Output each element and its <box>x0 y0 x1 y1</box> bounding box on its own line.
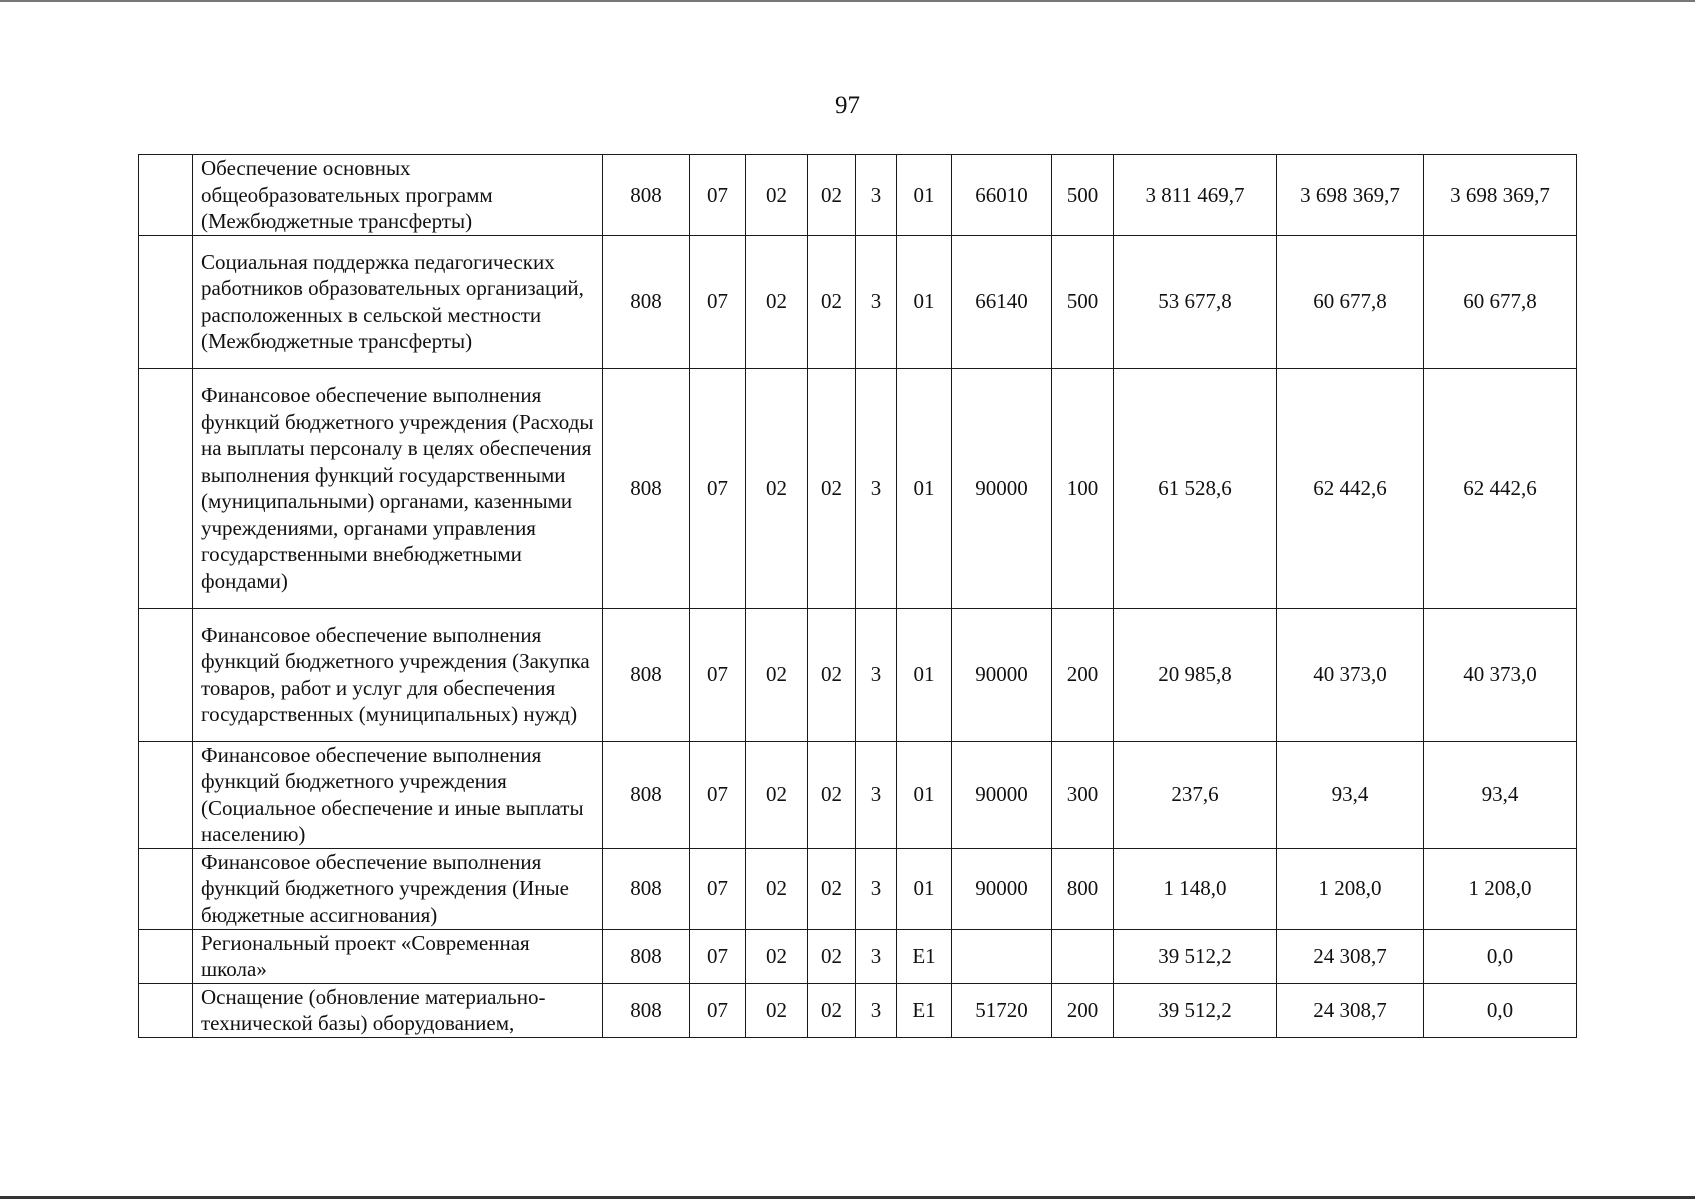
subprogram-code: 3 <box>856 983 897 1037</box>
subprogram-code: 3 <box>856 608 897 741</box>
row-name: Финансовое обеспечение выполнения функций бюджетного учреждения (Иные бюджетные ассигнования) <box>193 848 603 929</box>
section-code: 07 <box>690 155 746 236</box>
direction-code: 66140 <box>952 235 1052 368</box>
event-code: E1 <box>897 929 952 983</box>
row-name: Обеспечение основных общеобразовательных программ (Межбюджетные трансферты) <box>193 155 603 236</box>
subprogram-code: 3 <box>856 235 897 368</box>
direction-code: 90000 <box>952 741 1052 848</box>
program-code: 02 <box>808 741 856 848</box>
table-row <box>139 235 1577 368</box>
row-name: Оснащение (обновление материально-технической базы) оборудованием, <box>193 983 603 1037</box>
amount-3: 0,0 <box>1424 983 1577 1037</box>
subsection-code: 02 <box>746 368 808 608</box>
row-index-cell <box>139 155 193 236</box>
expense-type-code <box>1052 929 1114 983</box>
section-code: 07 <box>690 983 746 1037</box>
direction-code: 51720 <box>952 983 1052 1037</box>
event-code: 01 <box>897 235 952 368</box>
section-code: 07 <box>690 235 746 368</box>
amount-2: 60 677,8 <box>1277 235 1424 368</box>
expense-type-code: 300 <box>1052 741 1114 848</box>
ministry-code: 808 <box>603 368 690 608</box>
program-code: 02 <box>808 235 856 368</box>
ministry-code: 808 <box>603 929 690 983</box>
amount-3: 62 442,6 <box>1424 368 1577 608</box>
program-code: 02 <box>808 848 856 929</box>
event-code: 01 <box>897 155 952 236</box>
subsection-code: 02 <box>746 608 808 741</box>
event-code: 01 <box>897 848 952 929</box>
top-rule <box>0 0 1695 2</box>
program-code: 02 <box>808 608 856 741</box>
table-row <box>139 155 1577 236</box>
amount-1: 3 811 469,7 <box>1114 155 1277 236</box>
amount-3: 60 677,8 <box>1424 235 1577 368</box>
row-name: Финансовое обеспечение выполнения функций бюджетного учреждения (Расходы на выплаты персоналу в целях обеспечения выполнения функций государственными (муниципальными) органами, казенными учреждениями, органами управления государственными внебюджетными фондами) <box>193 368 603 608</box>
row-index-cell <box>139 368 193 608</box>
subprogram-code: 3 <box>856 155 897 236</box>
subsection-code: 02 <box>746 929 808 983</box>
amount-1: 20 985,8 <box>1114 608 1277 741</box>
row-name: Финансовое обеспечение выполнения функций бюджетного учреждения (Закупка товаров, работ и услуг для обеспечения государственных (муниципальных) нужд) <box>193 608 603 741</box>
row-index-cell <box>139 983 193 1037</box>
expense-type-code: 100 <box>1052 368 1114 608</box>
amount-2: 1 208,0 <box>1277 848 1424 929</box>
row-index-cell <box>139 848 193 929</box>
direction-code <box>952 929 1052 983</box>
section-code: 07 <box>690 929 746 983</box>
ministry-code: 808 <box>603 608 690 741</box>
row-index-cell <box>139 929 193 983</box>
program-code: 02 <box>808 155 856 236</box>
expense-type-code: 200 <box>1052 983 1114 1037</box>
row-name: Социальная поддержка педагогических работников образовательных организаций, расположенных в сельской местности (Межбюджетные трансферты) <box>193 235 603 368</box>
row-index-cell <box>139 608 193 741</box>
row-name: Финансовое обеспечение выполнения функций бюджетного учреждения (Социальное обеспечение и иные выплаты населению) <box>193 741 603 848</box>
amount-3: 40 373,0 <box>1424 608 1577 741</box>
amount-3: 0,0 <box>1424 929 1577 983</box>
direction-code: 66010 <box>952 155 1052 236</box>
ministry-code: 808 <box>603 235 690 368</box>
subprogram-code: 3 <box>856 368 897 608</box>
table-row <box>139 848 1577 929</box>
subprogram-code: 3 <box>856 929 897 983</box>
expense-type-code: 500 <box>1052 235 1114 368</box>
subsection-code: 02 <box>746 235 808 368</box>
subsection-code: 02 <box>746 155 808 236</box>
event-code: 01 <box>897 741 952 848</box>
row-index-cell <box>139 235 193 368</box>
subsection-code: 02 <box>746 848 808 929</box>
page-number: 97 <box>835 92 860 119</box>
subprogram-code: 3 <box>856 848 897 929</box>
amount-2: 24 308,7 <box>1277 929 1424 983</box>
amount-3: 93,4 <box>1424 741 1577 848</box>
row-index-cell <box>139 741 193 848</box>
budget-table <box>138 154 1577 1038</box>
subprogram-code: 3 <box>856 741 897 848</box>
section-code: 07 <box>690 848 746 929</box>
section-code: 07 <box>690 608 746 741</box>
amount-2: 40 373,0 <box>1277 608 1424 741</box>
direction-code: 90000 <box>952 848 1052 929</box>
amount-1: 61 528,6 <box>1114 368 1277 608</box>
row-name: Региональный проект «Современная школа» <box>193 929 603 983</box>
event-code: 01 <box>897 368 952 608</box>
direction-code: 90000 <box>952 608 1052 741</box>
ministry-code: 808 <box>603 848 690 929</box>
ministry-code: 808 <box>603 983 690 1037</box>
amount-2: 93,4 <box>1277 741 1424 848</box>
program-code: 02 <box>808 929 856 983</box>
expense-type-code: 200 <box>1052 608 1114 741</box>
amount-1: 39 512,2 <box>1114 929 1277 983</box>
table-row <box>139 741 1577 848</box>
amount-1: 53 677,8 <box>1114 235 1277 368</box>
expense-type-code: 800 <box>1052 848 1114 929</box>
amount-2: 62 442,6 <box>1277 368 1424 608</box>
expense-type-code: 500 <box>1052 155 1114 236</box>
section-code: 07 <box>690 741 746 848</box>
subsection-code: 02 <box>746 983 808 1037</box>
direction-code: 90000 <box>952 368 1052 608</box>
amount-1: 39 512,2 <box>1114 983 1277 1037</box>
event-code: E1 <box>897 983 952 1037</box>
table-row <box>139 983 1577 1037</box>
amount-1: 237,6 <box>1114 741 1277 848</box>
table-row <box>139 929 1577 983</box>
amount-3: 1 208,0 <box>1424 848 1577 929</box>
amount-2: 3 698 369,7 <box>1277 155 1424 236</box>
program-code: 02 <box>808 368 856 608</box>
amount-2: 24 308,7 <box>1277 983 1424 1037</box>
section-code: 07 <box>690 368 746 608</box>
event-code: 01 <box>897 608 952 741</box>
table-row <box>139 608 1577 741</box>
ministry-code: 808 <box>603 155 690 236</box>
amount-3: 3 698 369,7 <box>1424 155 1577 236</box>
table-row <box>139 368 1577 608</box>
program-code: 02 <box>808 983 856 1037</box>
amount-1: 1 148,0 <box>1114 848 1277 929</box>
ministry-code: 808 <box>603 741 690 848</box>
bottom-rule <box>0 1196 1695 1199</box>
subsection-code: 02 <box>746 741 808 848</box>
